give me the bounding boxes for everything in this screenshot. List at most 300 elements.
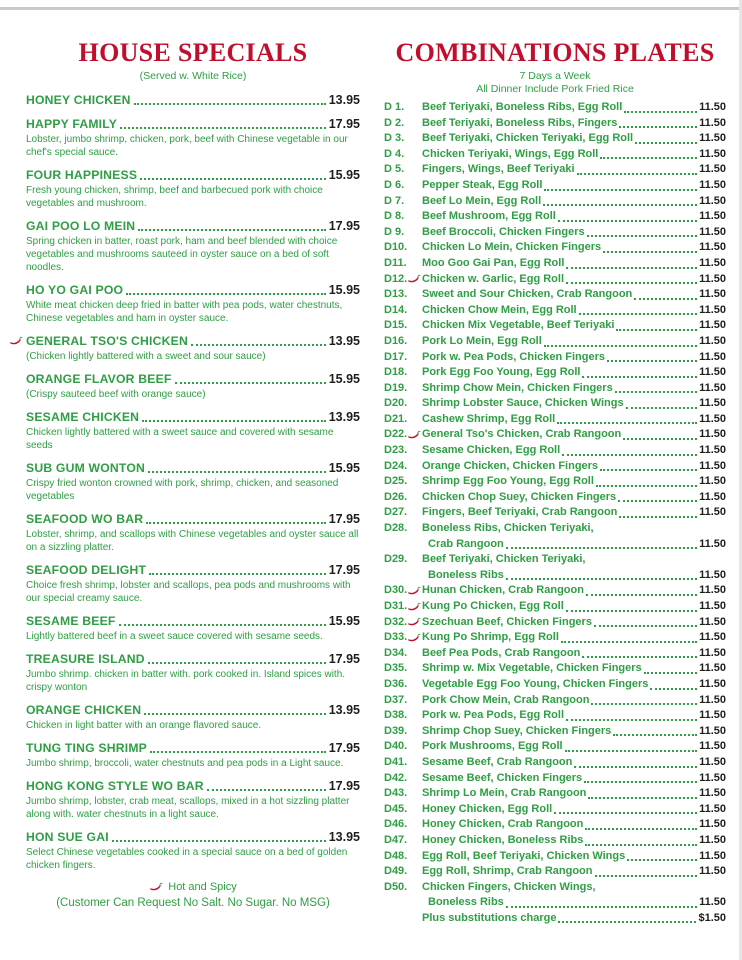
combo-item-name: Beef Teriyaki, Boneless Ribs, Egg Roll (422, 101, 623, 113)
combo-item-price: 11.50 (699, 724, 726, 737)
combo-item-code: D 8. (384, 210, 405, 223)
menu-item (26, 779, 360, 821)
menu-item-price: 15.95 (328, 168, 360, 182)
menu-item (26, 652, 360, 694)
combo-item-code: D30. (384, 584, 408, 597)
combo-item-price: 11.50 (699, 147, 726, 160)
combo-item-code: D25. (384, 475, 408, 488)
spicy-legend-label: Hot and Spicy (168, 881, 237, 893)
menu-item-name: HON SUE GAI (26, 830, 109, 844)
combo-item-code: D40. (384, 740, 408, 753)
menu-item-name: ORANGE CHICKEN (26, 703, 142, 717)
combo-item-price: 11.50 (699, 397, 726, 410)
menu-item (26, 703, 360, 732)
combo-item-line (422, 412, 726, 428)
combo-item-price: 11.50 (699, 802, 726, 815)
chili-pepper-icon (407, 430, 421, 440)
dot-leader (561, 641, 697, 643)
menu-item-row (26, 652, 360, 667)
menu-item-row (26, 93, 360, 108)
combo-item-name: Kung Po Chicken, Egg Roll (422, 600, 564, 612)
combo-item-line (422, 521, 726, 537)
combo-item-line (422, 162, 726, 178)
combo-item-code: D42. (384, 771, 408, 784)
combo-item-body (422, 318, 726, 334)
menu-item-row (26, 334, 360, 349)
dot-leader (112, 840, 326, 842)
menu-item-description: Choice fresh shrimp, lobster and scallops, pea pods and mushrooms with our special creamy sauce. (26, 580, 351, 604)
menu-item-name: HONG KONG STYLE WO BAR (26, 779, 204, 793)
combo-item-name: Shrimp Lobster Sauce, Chicken Wings (422, 397, 624, 410)
combo-item-body (422, 677, 726, 693)
combo-item (384, 443, 726, 459)
dot-leader (616, 329, 697, 331)
dot-leader (144, 713, 326, 715)
combo-item (384, 786, 726, 802)
combo-item-line (422, 755, 726, 771)
dot-leader (566, 282, 697, 284)
combo-item-line (422, 303, 726, 319)
combo-item-code: D 1. (384, 101, 405, 113)
chili-pepper-icon (9, 336, 23, 346)
combo-item-code: D 7. (384, 194, 405, 207)
combinations-subtitle-rice: All Dinner Include Pork Fried Rice (476, 83, 634, 95)
combo-item (384, 661, 726, 677)
combo-item-price: 11.50 (699, 163, 726, 176)
combo-item-code: D38. (384, 709, 408, 722)
combo-item-line (422, 802, 726, 818)
dot-leader (138, 229, 325, 231)
dot-leader (623, 438, 697, 440)
combo-item-price: 11.50 (699, 709, 726, 722)
combo-item-line (422, 615, 726, 631)
combo-item-name: Cashew Shrimp, Egg Roll (422, 412, 556, 425)
chili-pepper-icon (407, 274, 421, 284)
combo-item (384, 802, 726, 818)
dot-leader (554, 812, 697, 814)
combo-item-body (422, 287, 726, 303)
dot-leader (618, 500, 697, 502)
menu-item (26, 410, 360, 452)
combo-item-price: 11.50 (699, 459, 726, 472)
combo-item (384, 693, 726, 709)
dot-leader (650, 688, 697, 690)
combo-item-price: 11.50 (699, 272, 726, 285)
combo-item-line (422, 537, 726, 553)
dot-leader (544, 345, 697, 347)
combo-item-name: Chicken Teriyaki, Wings, Egg Roll (422, 147, 599, 160)
combo-item (384, 427, 726, 443)
combo-item-line (422, 552, 726, 568)
combo-item (384, 599, 726, 615)
combo-item (384, 849, 726, 865)
combo-item-name: Chicken Fingers, Chicken Wings, (422, 880, 596, 893)
combo-item-code: D47. (384, 833, 408, 846)
menu-item-price: 13.95 (328, 334, 360, 348)
combo-item-price: 11.50 (699, 662, 726, 675)
combo-item-line (422, 724, 726, 740)
combo-item-price: 11.50 (699, 210, 726, 223)
combo-item-body (422, 256, 726, 272)
combo-item-line (422, 568, 726, 584)
combo-item (384, 303, 726, 319)
chili-pepper-icon (407, 586, 421, 596)
menu-item-row (26, 563, 360, 578)
combo-item-price: 11.50 (699, 101, 726, 113)
menu-item-description: Fresh young chicken, shrimp, beef and barbecued pork with choice vegetables and mushroom. (26, 185, 323, 209)
menu-item (26, 168, 360, 210)
combo-item-code: D36. (384, 677, 408, 690)
combo-item-name: Beef Teriyaki, Boneless Ribs, Fingers (422, 116, 618, 129)
menu-item-description: Jumbo shrimp. chicken in batter with. pork cooked in. Island spices with. crispy wonton (26, 669, 346, 693)
menu-item-price: 13.95 (328, 93, 360, 107)
dot-leader (577, 173, 698, 175)
combo-item-name: Beef Teriyaki, Chicken Teriyaki, Egg Roll (422, 132, 634, 145)
combo-item-price: 11.50 (699, 833, 726, 846)
dot-leader (635, 142, 697, 144)
menu-item-name: HO YO GAI POO (26, 283, 124, 297)
menu-item-price: 15.95 (328, 372, 360, 386)
menu-item-name: SESAME CHICKEN (26, 410, 140, 424)
combo-item-price: 11.50 (699, 412, 726, 425)
menu-item-name: TUNG TING SHRIMP (26, 741, 148, 755)
combo-item-line (422, 350, 726, 366)
combo-item-code: D43. (384, 787, 408, 800)
combo-item (384, 833, 726, 849)
combo-item-body (422, 708, 726, 724)
combo-item-body (422, 334, 726, 350)
menu-item-price: 17.95 (328, 563, 360, 577)
dot-leader (619, 126, 697, 128)
combo-item-price: 11.50 (699, 225, 726, 238)
combo-item (384, 521, 726, 552)
dot-leader (126, 293, 326, 295)
combo-item-body (422, 817, 726, 833)
combo-item-price: 11.50 (699, 241, 726, 254)
combo-item-price: 11.50 (699, 475, 726, 488)
menu-item-description: Jumbo shrimp, lobster, crab meat, scallops, mixed in a hot sizzling platter along with. water chestnuts in a light sauce. (26, 796, 350, 820)
combo-item-line (422, 895, 726, 911)
combo-item-name: Moo Goo Gai Pan, Egg Roll (422, 256, 565, 269)
combo-item-name: Shrimp w. Mix Vegetable, Chicken Fingers (422, 662, 642, 675)
combo-item-line (422, 147, 726, 163)
combo-item-code: D37. (384, 693, 408, 706)
combo-item-body (422, 599, 726, 615)
dot-leader (619, 516, 697, 518)
combo-item-line (422, 178, 726, 194)
dot-leader (613, 734, 697, 736)
dot-leader (142, 420, 326, 422)
house-specials-list (26, 93, 360, 872)
dot-leader (506, 578, 697, 580)
menu-item-name: HAPPY FAMILY (26, 117, 118, 131)
combo-item-price: 11.50 (699, 693, 726, 706)
combo-item-body (422, 272, 726, 288)
combo-item-name: Pork w. Pea Pods, Chicken Fingers (422, 350, 605, 363)
combo-item-body (422, 131, 726, 147)
combo-item-body (422, 194, 726, 210)
combo-item-code: D27. (384, 506, 408, 519)
combo-item (384, 677, 726, 693)
combo-item-line (422, 599, 726, 615)
combo-item-body (422, 786, 726, 802)
combo-item (384, 817, 726, 833)
combo-item-line (422, 474, 726, 490)
combo-item-name: Honey Chicken, Boneless Ribs (422, 833, 584, 846)
dot-leader (587, 235, 697, 237)
menu-item-price: 17.95 (328, 512, 360, 526)
combo-item-line (422, 365, 726, 381)
dot-leader (557, 422, 697, 424)
combo-item-code: D 3. (384, 132, 405, 145)
combo-item (384, 334, 726, 350)
chili-pepper-icon (407, 617, 421, 627)
combo-item-body (422, 412, 726, 428)
combo-item-line (422, 256, 726, 272)
combo-item-name: Chicken w. Garlic, Egg Roll (422, 272, 565, 285)
combo-item-name: Honey Chicken, Egg Roll (422, 802, 553, 815)
combo-item-body (422, 630, 726, 646)
menu-item-row (26, 741, 360, 756)
combo-item (384, 755, 726, 771)
combo-item-line (422, 490, 726, 506)
combo-item-body (422, 833, 726, 849)
combo-item-name: Pork w. Pea Pods, Egg Roll (422, 709, 565, 722)
combo-item-name: Pork Lo Mein, Egg Roll (422, 334, 542, 347)
menu-item-description: White meat chicken deep fried in batter with pea pods, water chestnuts, Chinese vegetables and ham in oyster sauce. (26, 300, 343, 324)
dot-leader (594, 625, 697, 627)
combinations-list (384, 100, 726, 911)
combo-item-price: 11.50 (699, 428, 726, 441)
combo-item-price: 11.50 (699, 818, 726, 831)
combo-item-code: D29. (384, 553, 408, 566)
dot-leader (566, 267, 697, 269)
combo-item-price: 11.50 (699, 677, 726, 690)
combo-item-line (422, 677, 726, 693)
combo-item-body (422, 521, 726, 552)
combo-item-body (422, 443, 726, 459)
menu-item (26, 512, 360, 554)
combo-item (384, 583, 726, 599)
combo-item (384, 256, 726, 272)
combo-item-line (422, 209, 726, 225)
combo-item-price: 11.50 (699, 256, 726, 269)
combo-item (384, 771, 726, 787)
combo-item-name: Shrimp Lo Mein, Crab Rangoon (422, 787, 587, 800)
combo-item-code: D35. (384, 662, 408, 675)
combo-item-line (422, 771, 726, 787)
combo-item-price: 11.50 (699, 319, 726, 332)
combo-item-body (422, 147, 726, 163)
combo-item-price: 11.50 (699, 755, 726, 768)
combo-item-code: D 4. (384, 147, 405, 160)
menu-item (26, 563, 360, 605)
menu-item-price: 17.95 (328, 741, 360, 755)
combo-item-name: Sesame Beef, Crab Rangoon (422, 755, 573, 768)
combo-item (384, 708, 726, 724)
combo-item-name: Crab Rangoon (428, 537, 504, 550)
menu-item-description: Lobster, jumbo shrimp, chicken, pork, beef with Chinese vegetable in our chef's special sauce. (26, 134, 348, 158)
combo-item (384, 474, 726, 490)
dot-leader (596, 485, 697, 487)
dot-leader (565, 750, 698, 752)
combo-item (384, 505, 726, 521)
menu-item-price: 15.95 (328, 283, 360, 297)
combo-item-body (422, 225, 726, 241)
combo-item-line (422, 100, 726, 116)
menu-item-name: TREASURE ISLAND (26, 652, 145, 666)
combo-item-price: 11.50 (699, 444, 726, 457)
combo-item-line (422, 880, 726, 896)
customer-request-note: (Customer Can Request No Salt. No Sugar. No MSG) (56, 897, 330, 909)
combo-item (384, 162, 726, 178)
combo-item-body (422, 490, 726, 506)
dot-leader (148, 471, 326, 473)
dot-leader (627, 859, 697, 861)
combo-item-code: D21. (384, 412, 408, 425)
menu-item-description: Spring chicken in batter, roast pork, ham and beef blended with choice vegetables and mushrooms sauteed in oyster sauce on a bed of soft noodles. (26, 236, 338, 273)
dot-leader (150, 751, 326, 753)
combo-item (384, 272, 726, 288)
combo-item-code: D13. (384, 288, 408, 301)
combo-item-line (422, 287, 726, 303)
menu-item (26, 830, 360, 872)
combo-item-code: D19. (384, 381, 408, 394)
combo-item-body (422, 646, 726, 662)
combo-item-code: D20. (384, 397, 408, 410)
combo-item-name: Shrimp Chop Suey, Chicken Fingers (422, 724, 612, 737)
dot-leader (579, 313, 697, 315)
house-specials-subtitle: (Served w. White Rice) (139, 70, 247, 82)
combo-item-name: Beef Broccoli, Chicken Fingers (422, 225, 585, 238)
combo-item-code: D22. (384, 428, 408, 441)
dot-leader (562, 454, 697, 456)
combo-item (384, 178, 726, 194)
combo-item (384, 100, 726, 116)
combo-item-code: D49. (384, 865, 408, 878)
menu-item-price: 17.95 (328, 117, 360, 131)
menu-item-price: 13.95 (328, 830, 360, 844)
combo-item-name: Pork Egg Foo Young, Egg Roll (422, 366, 581, 379)
combo-item-name: Boneless Ribs, Chicken Teriyaki, (422, 522, 594, 535)
combo-item-line (422, 459, 726, 475)
menu-item-row (26, 410, 360, 425)
combo-item-name: Sesame Chicken, Egg Roll (422, 444, 561, 457)
combo-item-name: Beef Teriyaki, Chicken Teriyaki, (422, 553, 586, 566)
dot-leader (585, 844, 697, 846)
dot-leader (584, 781, 697, 783)
dot-leader (585, 828, 697, 830)
dot-leader (140, 178, 326, 180)
menu-item-row (26, 512, 360, 527)
combo-item-name: Beef Pea Pods, Crab Rangoon (422, 646, 581, 659)
menu-item-price: 13.95 (328, 410, 360, 424)
substitution-charge-label: Plus substitutions charge (422, 911, 557, 924)
menu-item-row (26, 372, 360, 387)
combo-item-line (422, 786, 726, 802)
combo-item (384, 630, 726, 646)
combo-item-name: Egg Roll, Shrimp, Crab Rangoon (422, 865, 593, 878)
combo-item-price: 11.50 (699, 334, 726, 347)
combo-item-code: D41. (384, 755, 408, 768)
combo-item-line (422, 225, 726, 241)
combo-item-code: D26. (384, 490, 408, 503)
menu-item-description: (Chicken lightly battered with a sweet and sour sauce) (26, 351, 266, 362)
combo-item-code: D 6. (384, 178, 405, 191)
combo-item-name: Orange Chicken, Chicken Fingers (422, 459, 599, 472)
substitution-charge-price: $1.50 (698, 911, 726, 924)
combo-item-body (422, 116, 726, 132)
combo-item-name: Egg Roll, Beef Teriyaki, Chicken Wings (422, 849, 626, 862)
menu-item (26, 461, 360, 503)
combo-item-name: Chicken Lo Mein, Chicken Fingers (422, 241, 602, 254)
substitution-charge-row (384, 911, 726, 927)
combo-item-name: Boneless Ribs (428, 568, 504, 581)
combo-item-price: 11.50 (699, 771, 726, 784)
menu-item (26, 283, 360, 325)
combo-item-code: D48. (384, 849, 408, 862)
menu-item-name: SESAME BEEF (26, 614, 116, 628)
menu-item-name: ORANGE FLAVOR BEEF (26, 372, 172, 386)
combo-item-code: D33. (384, 631, 408, 644)
combo-item (384, 209, 726, 225)
combo-item-code: D46. (384, 818, 408, 831)
dot-leader (600, 469, 697, 471)
dot-leader (607, 360, 697, 362)
menu-item-row (26, 283, 360, 298)
dot-leader (146, 522, 325, 524)
combo-item-price: 11.50 (699, 740, 726, 753)
combo-item (384, 615, 726, 631)
combo-item-price: 11.50 (699, 132, 726, 145)
dot-leader (634, 298, 697, 300)
dot-leader (543, 204, 697, 206)
combo-item-name: Pork Mushrooms, Egg Roll (422, 740, 563, 753)
combo-item-body (422, 100, 726, 116)
dot-leader (582, 656, 697, 658)
menu-item (26, 741, 360, 770)
menu-item-description: (Crispy sauteed beef with orange sauce) (26, 389, 206, 400)
combo-item-name: Chicken Chop Suey, Chicken Fingers (422, 490, 617, 503)
combo-item-name: Pepper Steak, Egg Roll (422, 178, 543, 191)
combo-item-name: Shrimp Egg Foo Young, Egg Roll (422, 475, 594, 488)
dot-leader (615, 391, 697, 393)
chili-pepper-icon (407, 633, 421, 643)
combo-item-price: 11.50 (699, 896, 726, 909)
combo-item-body (422, 849, 726, 865)
combo-item-code: D39. (384, 724, 408, 737)
menu-item-description: Lobster, shrimp, and scallops with Chinese vegetables and oyster sauce all on a sizzling platter. (26, 529, 359, 553)
combo-item-name: Shrimp Chow Mein, Chicken Fingers (422, 381, 613, 394)
combo-item-price: 11.50 (699, 631, 726, 644)
combo-item-code: D31. (384, 600, 408, 612)
combo-item (384, 240, 726, 256)
combo-item-body (422, 396, 726, 412)
dot-leader (191, 344, 326, 346)
combo-item (384, 646, 726, 662)
spicy-legend (26, 881, 360, 893)
combo-item-line (422, 693, 726, 709)
combo-item-line (422, 708, 726, 724)
combo-item-price: 11.50 (699, 303, 726, 316)
combo-item-line (422, 318, 726, 334)
dot-leader (582, 376, 697, 378)
menu-item-name: HONEY CHICKEN (26, 93, 131, 107)
combo-item-line (422, 272, 726, 288)
combo-item-line (422, 505, 726, 521)
dot-leader (595, 875, 698, 877)
combo-item-code: D45. (384, 802, 408, 815)
